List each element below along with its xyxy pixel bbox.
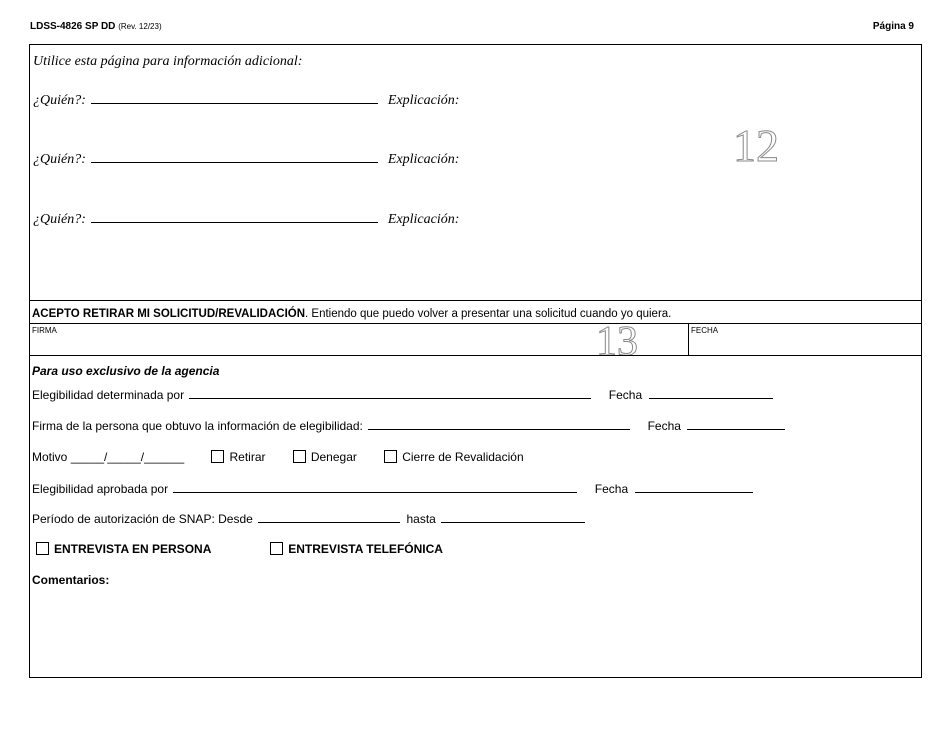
- revision-text: (Rev. 12/23): [118, 22, 162, 31]
- explanation-label: Explicación:: [387, 212, 460, 227]
- form-id: [30, 21, 162, 32]
- eligibility-approved-label: Elegibilidad aprobada por: [32, 482, 169, 496]
- withdrawal-statement-rest: . Entiendo que puedo volver a presentar una solicitud cuando yo quiera.: [305, 308, 672, 320]
- date-field[interactable]: [689, 323, 921, 355]
- withdraw-option[interactable]: [211, 450, 265, 464]
- agency-use-box: [29, 355, 922, 678]
- signature-obtained-input[interactable]: [368, 428, 630, 430]
- additional-info-box: [29, 44, 922, 301]
- in-person-label: ENTREVISTA EN PERSONA: [54, 542, 211, 556]
- reason-row: [32, 450, 524, 464]
- date-label: Fecha: [647, 419, 681, 433]
- deny-label: Denegar: [310, 450, 357, 464]
- deny-option[interactable]: [293, 450, 357, 464]
- eligibility-determined-row: [32, 388, 773, 402]
- interview-row: [36, 542, 443, 556]
- date-label: Fecha: [594, 482, 629, 496]
- eligibility-approved-input[interactable]: [173, 491, 577, 493]
- withdrawal-box: [29, 300, 922, 365]
- snap-period-label: Período de autorización de SNAP: Desde: [32, 512, 253, 526]
- signature-label: FIRMA: [32, 326, 57, 335]
- eligibility-determined-date-input[interactable]: [649, 397, 773, 399]
- withdrawal-statement: [32, 308, 671, 320]
- watermark-number-12: 12: [733, 120, 779, 171]
- who-input-3[interactable]: [91, 221, 378, 223]
- who-row-1: [33, 93, 459, 109]
- who-input-2[interactable]: [91, 161, 378, 163]
- deny-checkbox[interactable]: [293, 450, 306, 463]
- eligibility-approved-date-input[interactable]: [635, 491, 753, 493]
- who-label: ¿Quién?:: [33, 93, 86, 108]
- phone-label: ENTREVISTA TELEFÓNICA: [288, 542, 443, 556]
- reason-date-input[interactable]: _____/_____/______: [70, 450, 185, 464]
- comments-label: Comentarios:: [32, 573, 110, 587]
- snap-period-row: [32, 512, 585, 526]
- agency-title: Para uso exclusivo de la agencia: [32, 364, 220, 378]
- explanation-label: Explicación:: [387, 152, 460, 167]
- date-label: FECHA: [691, 326, 719, 335]
- until-label: hasta: [406, 512, 436, 526]
- who-input-1[interactable]: [91, 102, 378, 104]
- recert-close-checkbox[interactable]: [384, 450, 397, 463]
- signature-obtained-row: [32, 419, 785, 433]
- reason-label: Motivo: [32, 450, 68, 464]
- who-label: ¿Quién?:: [33, 212, 86, 227]
- eligibility-approved-row: [32, 482, 753, 496]
- who-row-3: [33, 212, 459, 228]
- additional-info-instruction: Utilice esta página para información adicional:: [33, 54, 303, 69]
- withdraw-label: Retirar: [229, 450, 266, 464]
- phone-option[interactable]: [270, 542, 443, 556]
- signature-field[interactable]: [30, 323, 687, 355]
- page-number: Página 9: [872, 21, 914, 32]
- eligibility-determined-label: Elegibilidad determinada por: [32, 388, 185, 402]
- withdraw-checkbox[interactable]: [211, 450, 224, 463]
- who-label: ¿Quién?:: [33, 152, 86, 167]
- watermark-number-13: 13: [596, 319, 638, 365]
- eligibility-determined-input[interactable]: [189, 397, 591, 399]
- phone-checkbox[interactable]: [270, 542, 283, 555]
- comments-field[interactable]: [32, 590, 918, 674]
- date-label: Fecha: [608, 388, 643, 402]
- withdrawal-statement-bold: ACEPTO RETIRAR MI SOLICITUD/REVALIDACIÓN: [32, 308, 306, 320]
- who-row-2: [33, 152, 459, 168]
- in-person-option[interactable]: [36, 542, 211, 556]
- snap-from-input[interactable]: [258, 521, 400, 523]
- in-person-checkbox[interactable]: [36, 542, 49, 555]
- signature-obtained-date-input[interactable]: [687, 428, 785, 430]
- recert-close-label: Cierre de Revalidación: [402, 450, 524, 464]
- snap-until-input[interactable]: [441, 521, 585, 523]
- form-id-text: LDSS-4826 SP DD: [30, 21, 116, 32]
- signature-obtained-label: Firma de la persona que obtuvo la información de elegibilidad:: [32, 419, 363, 433]
- explanation-label: Explicación:: [387, 93, 460, 108]
- recert-close-option[interactable]: [384, 450, 523, 464]
